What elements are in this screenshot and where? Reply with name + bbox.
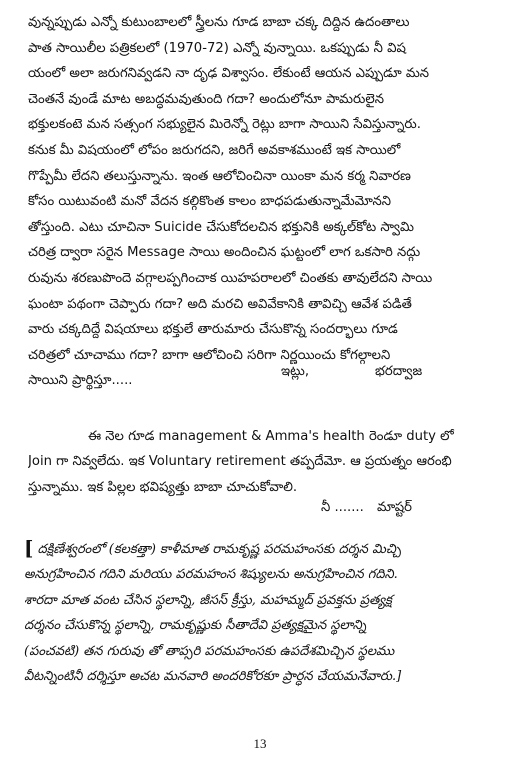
text-line: పాత సాయిలీల పత్రికలలో (1970-72) ఎన్నో వున్నాయి. ఒకప్పుడు నీ విష — [28, 40, 406, 56]
text-line: దర్శనం చేసుకొన్న స్థలాన్ని, రామకృష్ణుకు సీతాదేవి ప్రత్యక్షమైన స్థలాన్ని — [24, 618, 367, 634]
text-line: ఘంటా పథంగా చెప్పారు గదా? అది మరచి అవివేకానికి తావిచ్చి ఆవేశ పడితే — [28, 296, 412, 312]
text-line: అనుగ్రహించిన గదిని మరియు పరమహంస శిష్యులను అనుగ్రహించిన గదిని. — [24, 567, 398, 583]
text-line: చరిత్రలో చూచాము గదా? బాగా ఆలోచించి సరిగా నిర్ణయించు కోగల్గాలని — [28, 347, 391, 363]
text-line: వీటన్నింటినీ దర్శిస్తూ అచట మనవారి అందరికోరకూ ప్రార్ధన చేయమనేవారు.] — [24, 669, 402, 685]
bracketed-note — [24, 536, 500, 689]
signature-master: మాష్టర్ — [377, 500, 412, 515]
text-line: యంలో అలా జరుగనివ్వడని నా దృఢ విశ్వాసం. లేకుంటే ఆయన ఎప్పుడూ మన — [28, 66, 430, 82]
text-fragment: దక్షిణేశ్వరంలో (కలకత్తా) కాళీమాత రామకృష్ణ పరమహంసకు దర్శన మిచ్చి — [37, 542, 401, 557]
text-line: కోసం యిటువంటి మనో వేదన కల్గికొంత కాలం బాధపడుతున్నామేమోనని — [28, 194, 391, 210]
text-line: వున్నప్పుడు ఎన్నో కుటుంబాలలో స్త్రీలను గూడ బాబా చక్క దిద్దిన ఉదంతాలు — [28, 15, 410, 30]
text-line: ఈ నెల గూడ management & Amma's health రెండూ duty లో — [88, 429, 454, 444]
text-line: Join గా నివ్వలేదు. ఇక Voluntary retirement తప్పదేమో. ఆ ప్రయత్నం ఆరంభి — [28, 454, 452, 470]
text-line: (పంచవటి) తన గురువు తో తాప్సరి పరమహంసకు ఉపదేశమిచ్చిన స్థలము — [24, 643, 395, 659]
text-line: సాయిని ప్రార్థిస్తూ..... — [28, 373, 133, 389]
text-line: రువును శరణుపొందె వగ్గాలప్పగించాక యిహపరాలలో చింతకు తావులేదని సాయి — [28, 270, 433, 286]
closing-yours: నీ ....... — [321, 500, 364, 515]
text-line: తోస్తుంది. ఎటు చూచినా Suicide చేసుకోదలచిన భక్తునికి అక్కల్‌కోట స్వామి — [28, 219, 414, 235]
signature-name: భరద్వాజ — [375, 364, 423, 379]
closing-salutation: ఇట్లు, — [281, 364, 310, 379]
text-line: శారదా మాత వంట చేసిన స్థలాన్ని, జీసస్ క్రీస్తు, మహమ్మద్ ప్రవక్తను ప్రత్యక్ష — [24, 592, 392, 608]
text-line: స్తున్నాము. ఇక పిల్లల భవిష్యత్తు బాబా చూచుకోవాలి. — [28, 479, 298, 495]
page-number: 13 — [253, 736, 267, 751]
text-line: కనుక మీ విషయంలో లోపం జరుగదని, జరిగే అవకాశముంటే ఇక సాయిలో — [28, 142, 401, 158]
text-line: వారు చక్కదిద్దే విషయాలు భక్తులే తారుమారు చేసుకొన్న సందర్భాలు గూడ — [28, 322, 398, 338]
text-line: చరిత్ర ద్వారా సరైన Message సాయి అందించిన ఘట్టంలో లాగ ఒకసారి నద్గు — [28, 245, 421, 261]
text-line — [24, 536, 500, 562]
opening-bracket: [ — [24, 536, 34, 560]
text-line: గొప్పేమీ లేదని తలుస్తున్నాను. ఇంత ఆలోచించినా యింకా మన కర్మ నివారణ — [28, 168, 411, 184]
postscript-paragraph — [28, 424, 498, 500]
text-line: చెంతనే వుండే మాట అబద్ధమవుతుంది గదా? అందులోనూ పామరులైన — [28, 91, 384, 107]
letter-body-paragraph — [28, 10, 494, 394]
text-line: భక్తులకంటె మన సత్సంగ సభ్యులైన మిరెన్నో రెట్లు బాగా సాయిని సేవిస్తున్నారు. — [28, 117, 421, 133]
